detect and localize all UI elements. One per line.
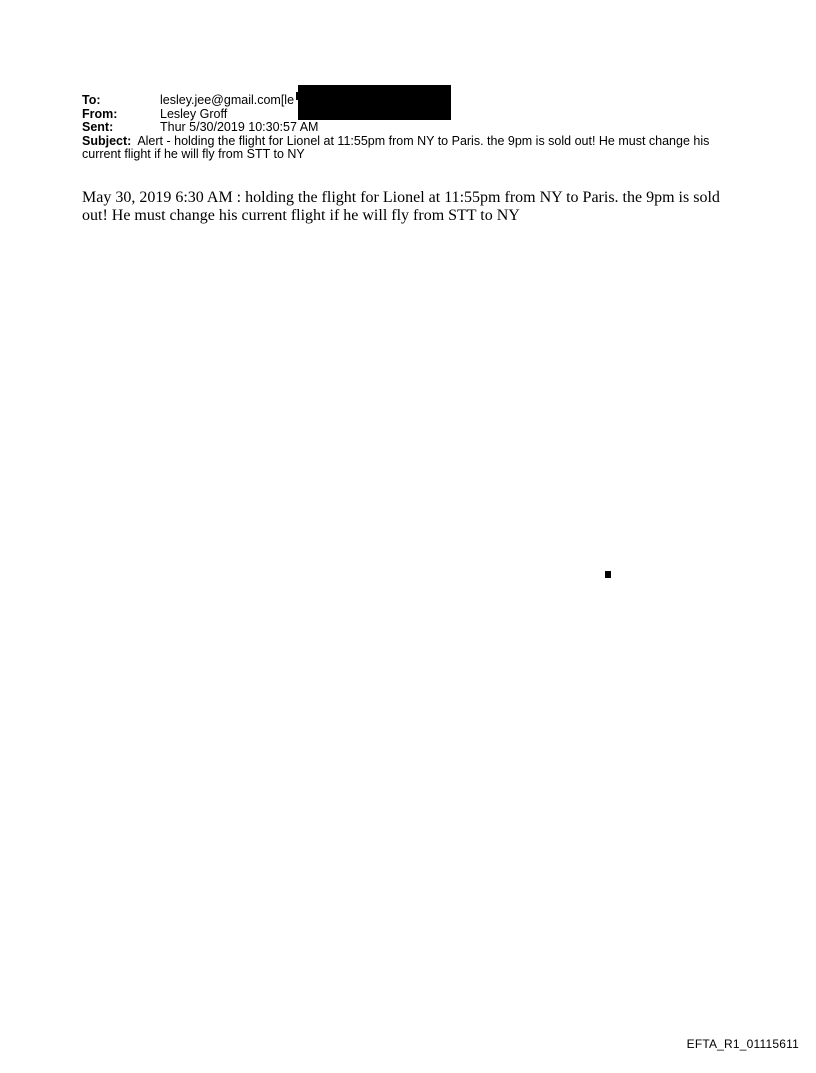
sent-value: Thur 5/30/2019 10:30:57 AM: [160, 120, 319, 134]
subject-row: [82, 135, 742, 162]
document-id: EFTA_R1_01115611: [686, 1037, 799, 1051]
email-body: May 30, 2019 6:30 AM : holding the flight for Lionel at 11:55pm from NY to Paris. the 9pm is sold out! He must change his current flight if he will fly from STT to NY: [82, 189, 720, 224]
sent-label: Sent:: [82, 120, 114, 134]
from-value: Lesley Groff: [160, 106, 228, 121]
subject-value: Alert - holding the flight for Lionel at 11:55pm from NY to Paris. the 9pm is sold out! He must change his current flight if he will fly from STT to NY: [82, 133, 710, 161]
to-value: lesley.jee@gmail.com[le: [160, 93, 295, 107]
from-label: From:: [82, 106, 118, 121]
redaction-mark: [605, 571, 611, 578]
subject-label: Subject:: [82, 133, 132, 148]
sent-row: [82, 121, 742, 135]
redaction-block: [298, 85, 451, 120]
to-label: To:: [82, 93, 101, 107]
